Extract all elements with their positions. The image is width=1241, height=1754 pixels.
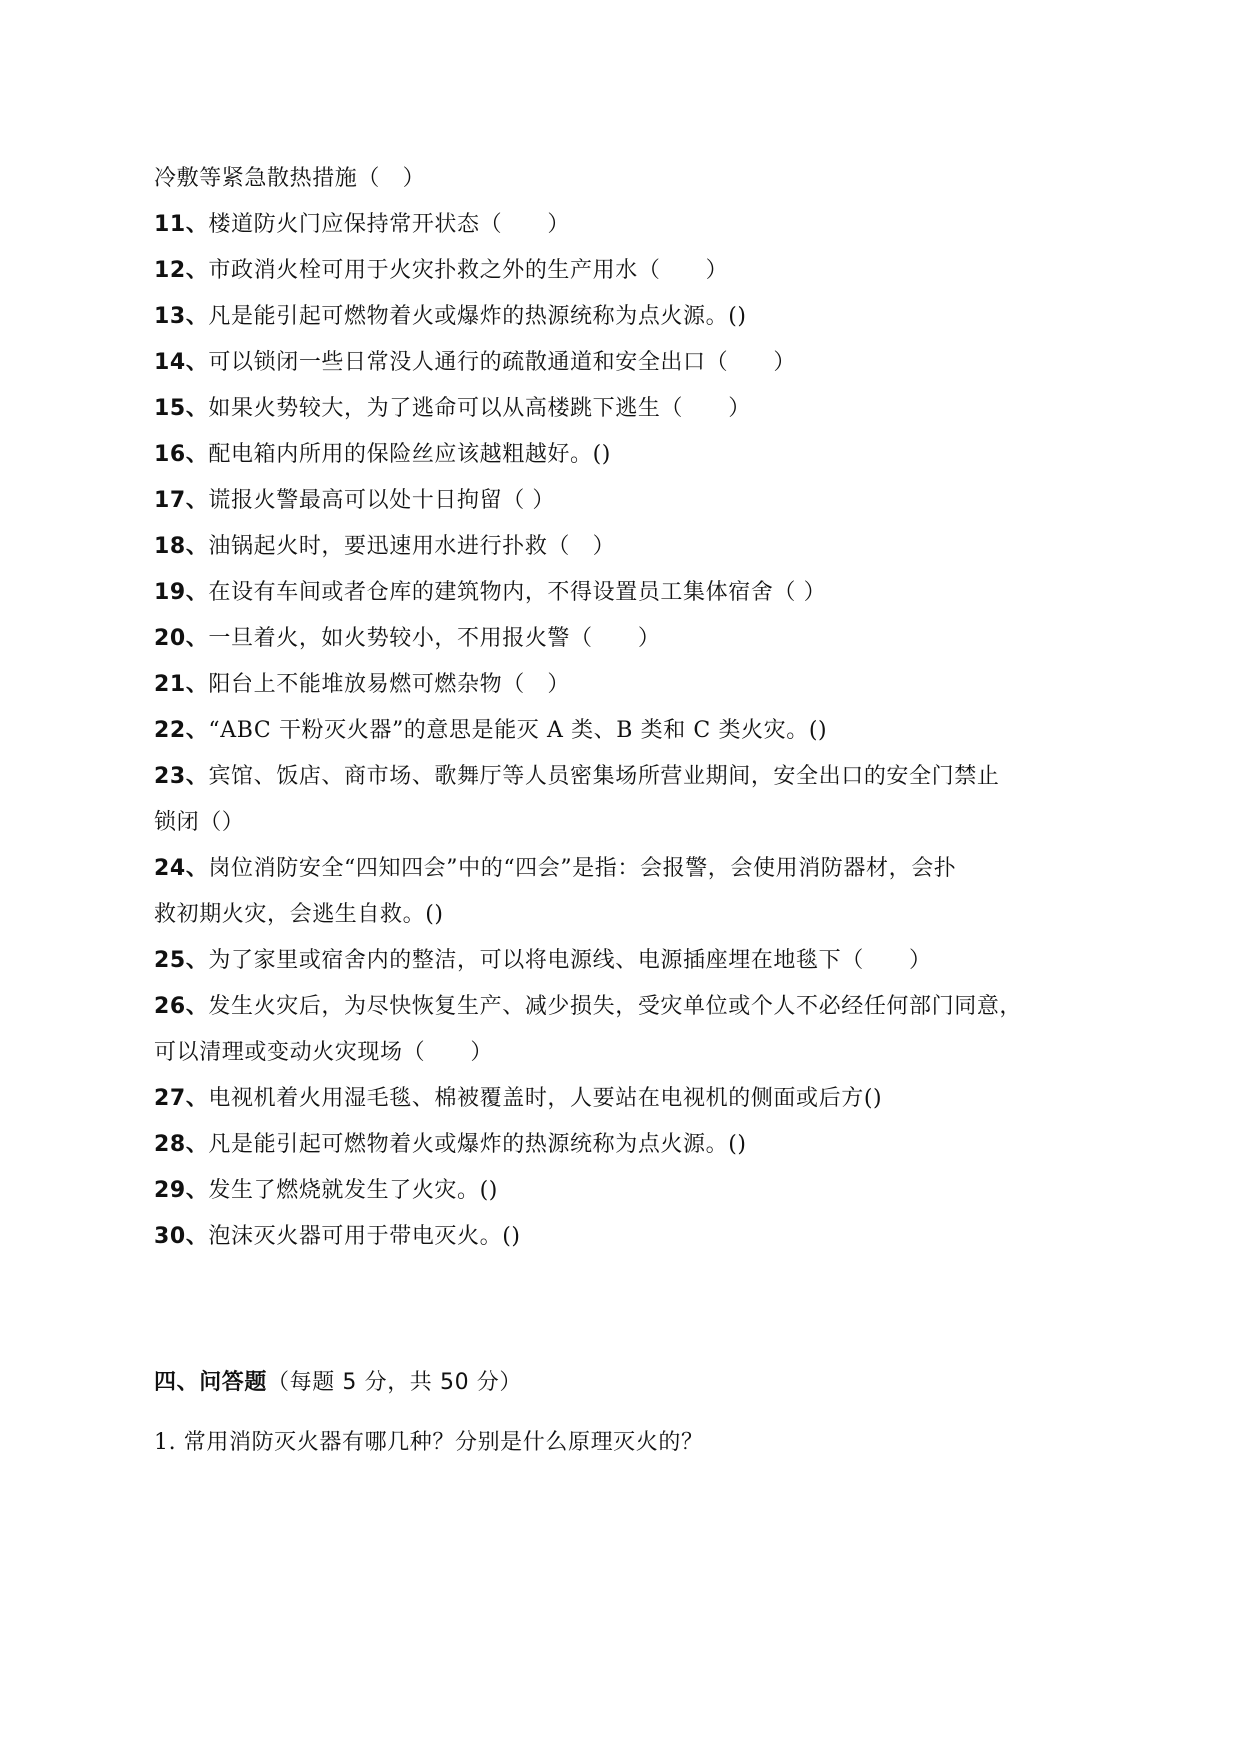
- question-number: 21、: [154, 672, 209, 697]
- question-text: 楼道防火门应保持常开状态（ ）: [208, 212, 571, 237]
- question-text: 凡是能引起可燃物着火或爆炸的热源统称为点火源。(): [208, 1132, 747, 1157]
- question-line: [154, 156, 1089, 202]
- question-text: 为了家里或宿舍内的整洁，可以将电源线、电源插座埋在地毯下（ ）: [208, 948, 932, 973]
- section-heading: [154, 1360, 522, 1406]
- question-number: 25、: [154, 948, 209, 973]
- question-text: 市政消火栓可用于火灾扑救之外的生产用水（ ）: [208, 258, 729, 283]
- question-text: 冷敷等紧急散热措施（ ）: [154, 166, 426, 191]
- question-text: 发生了燃烧就发生了火灾。(): [208, 1178, 498, 1203]
- question-text: 发生火灾后，为尽快恢复生产、减少损失，受灾单位或个人不必经任何部门同意，: [208, 994, 1023, 1019]
- question-line: [154, 570, 1089, 616]
- question-line: [154, 432, 1089, 478]
- question-number: 23、: [154, 764, 209, 789]
- question-line: [154, 524, 1089, 570]
- question-line: [154, 1076, 1089, 1122]
- question-line: [154, 1122, 1089, 1168]
- question-text: 在设有车间或者仓库的建筑物内，不得设置员工集体宿舍（ ）: [208, 580, 827, 605]
- question-line: [154, 708, 1089, 754]
- question-line: [154, 294, 1089, 340]
- question-text: 岗位消防安全“四知四会”中的“四会”是指：会报警，会使用消防器材，会扑: [208, 856, 957, 881]
- question-text: 凡是能引起可燃物着火或爆炸的热源统称为点火源。(): [208, 304, 747, 329]
- question-number: 29、: [154, 1178, 209, 1203]
- true-false-question-list: [154, 156, 1089, 1260]
- question-number: 19、: [154, 580, 209, 605]
- section-score-note: （每题 5 分，共 50 分）: [267, 1370, 522, 1395]
- question-number: 18、: [154, 534, 209, 559]
- question-text: “ABC 干粉灭火器”的意思是能灭 A 类、B 类和 C 类火灾。(): [208, 718, 828, 743]
- question-number: 17、: [154, 488, 209, 513]
- question-number: 11、: [154, 212, 209, 237]
- question-line: [154, 800, 1089, 846]
- question-number: 13、: [154, 304, 209, 329]
- question-line: [154, 754, 1089, 800]
- question-line: [154, 340, 1089, 386]
- section-title: 四、问答题: [154, 1370, 268, 1395]
- question-number: 14、: [154, 350, 209, 375]
- question-number: 26、: [154, 994, 209, 1019]
- question-number: 27、: [154, 1086, 209, 1111]
- question-text: 电视机着火用湿毛毯、棉被覆盖时，人要站在电视机的侧面或后方(): [208, 1086, 883, 1111]
- question-line: [154, 478, 1089, 524]
- question-line: [154, 1214, 1089, 1260]
- essay-question-1: 1. 常用消防灭火器有哪几种？分别是什么原理灭火的？: [154, 1430, 704, 1455]
- question-line: [154, 202, 1089, 248]
- question-line: [154, 984, 1089, 1030]
- question-line: [154, 616, 1089, 662]
- question-text: 锁闭（）: [154, 810, 245, 835]
- question-number: 20、: [154, 626, 209, 651]
- question-text: 泡沫灭火器可用于带电灭火。(): [208, 1224, 521, 1249]
- question-line: [154, 662, 1089, 708]
- question-text: 可以锁闭一些日常没人通行的疏散通道和安全出口（ ）: [208, 350, 797, 375]
- question-line: [154, 248, 1089, 294]
- question-text: 宾馆、饭店、商市场、歌舞厅等人员密集场所营业期间，安全出口的安全门禁止: [208, 764, 1000, 789]
- question-text: 如果火势较大，为了逃命可以从高楼跳下逃生（ ）: [208, 396, 751, 421]
- question-number: 15、: [154, 396, 209, 421]
- question-text: 可以清理或变动火灾现场（ ）: [154, 1040, 494, 1065]
- question-number: 22、: [154, 718, 209, 743]
- question-line: [154, 938, 1089, 984]
- question-number: 16、: [154, 442, 209, 467]
- question-line: [154, 846, 1089, 892]
- question-line: [154, 1030, 1089, 1076]
- question-text: 一旦着火，如火势较小，不用报火警（ ）: [208, 626, 661, 651]
- question-number: 12、: [154, 258, 209, 283]
- question-number: 24、: [154, 856, 209, 881]
- question-text: 救初期火灾，会逃生自救。(): [154, 902, 444, 927]
- question-text: 配电箱内所用的保险丝应该越粗越好。(): [208, 442, 611, 467]
- question-line: [154, 386, 1089, 432]
- question-text: 谎报火警最高可以处十日拘留（ ）: [208, 488, 556, 513]
- question-text: 油锅起火时，要迅速用水进行扑救（ ）: [208, 534, 616, 559]
- question-line: [154, 892, 1089, 938]
- question-number: 28、: [154, 1132, 209, 1157]
- question-text: 阳台上不能堆放易燃可燃杂物（ ）: [208, 672, 571, 697]
- question-number: 30、: [154, 1224, 209, 1249]
- question-line: [154, 1168, 1089, 1214]
